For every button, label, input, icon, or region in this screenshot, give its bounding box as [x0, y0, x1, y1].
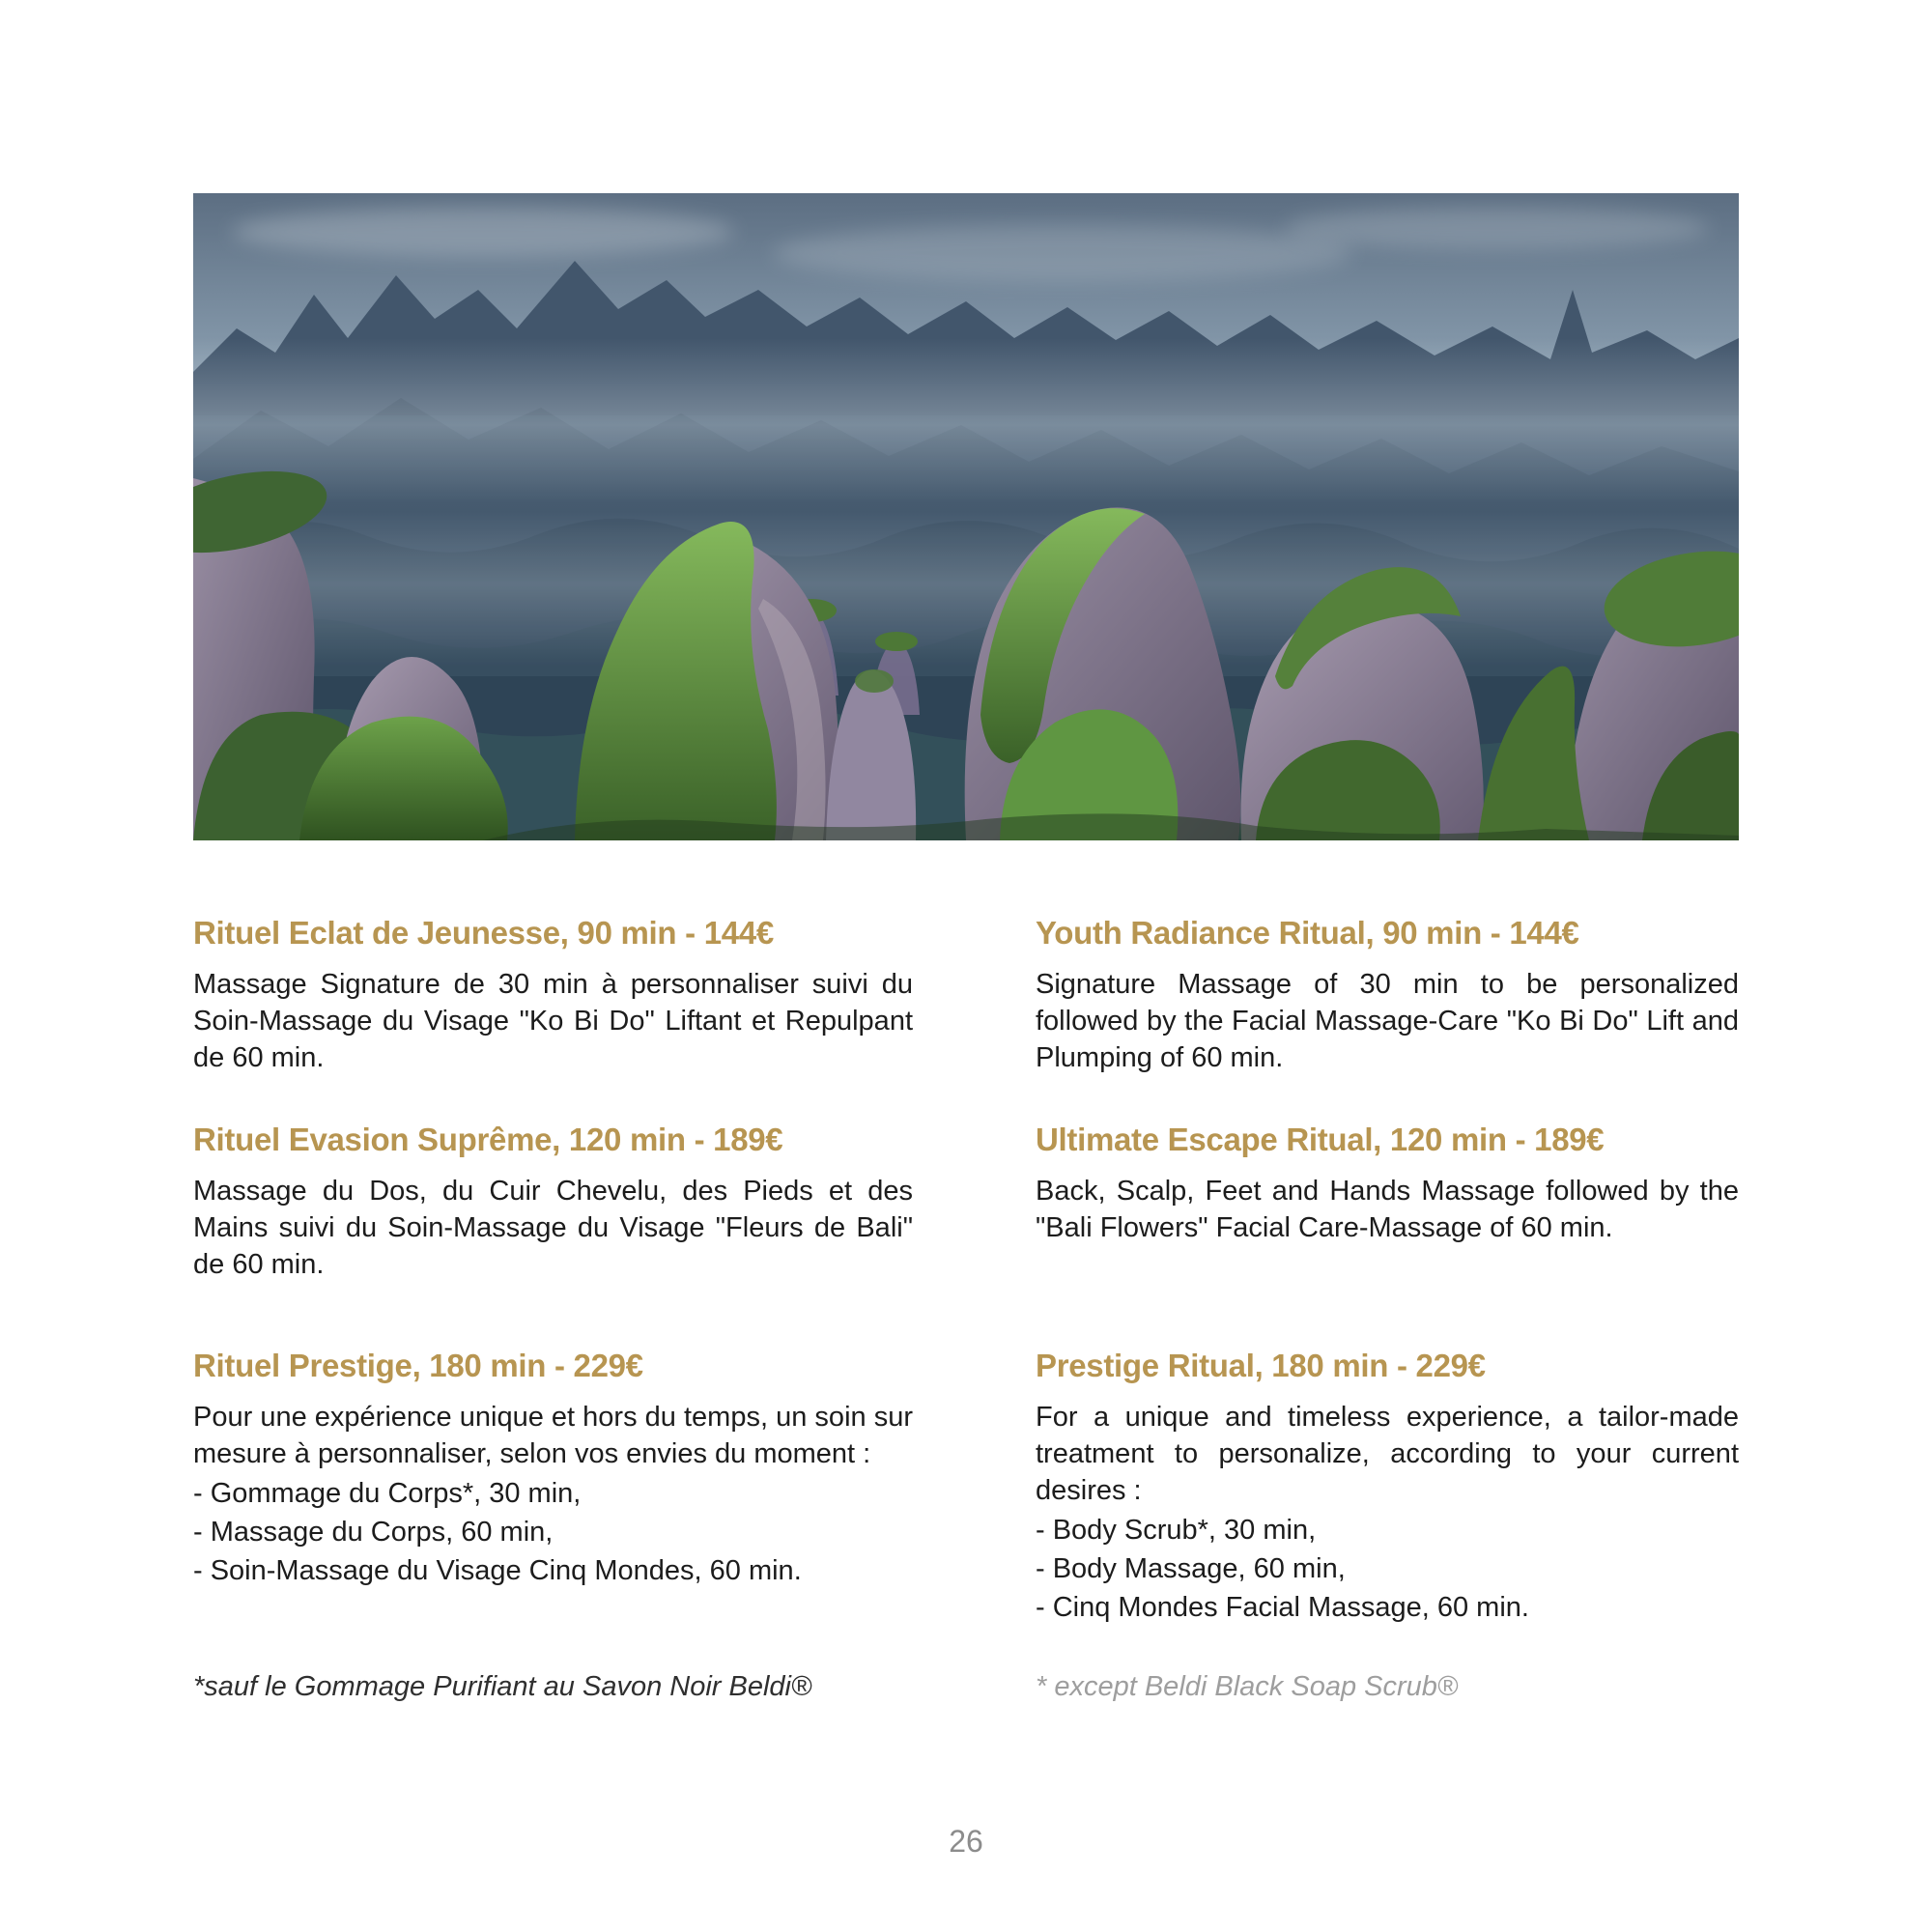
ritual-section-ultimate-escape — [193, 1121, 1739, 1283]
mountain-landscape-photo — [193, 193, 1739, 840]
ritual-option: - Cinq Mondes Facial Massage, 60 min. — [1036, 1592, 1529, 1623]
ritual-title-fr: Rituel Prestige, 180 min - 229€ — [193, 1348, 643, 1383]
ritual-description-en: Signature Massage of 30 min to be personalized followed by the Facial Massage-Care "Ko Bi Do" Lift and Plumping of 60 min. — [1036, 969, 1739, 1073]
ritual-option: - Body Massage, 60 min, — [1036, 1553, 1346, 1584]
ritual-title-en: Ultimate Escape Ritual, 120 min - 189€ — [1036, 1122, 1605, 1157]
ritual-description-fr: Massage Signature de 30 min à personnaliser suivi du Soin-Massage du Visage "Ko Bi Do" Liftant et Repulpant de 60 min. — [193, 969, 913, 1073]
ritual-title-en: Prestige Ritual, 180 min - 229€ — [1036, 1348, 1486, 1383]
ritual-description-en: For a unique and timeless experience, a tailor-made treatment to personalize, according to your current desires : — [1036, 1402, 1739, 1506]
ritual-section-youth-radiance — [193, 914, 1739, 1076]
ritual-title-en: Youth Radiance Ritual, 90 min - 144€ — [1036, 915, 1579, 951]
ritual-option: - Massage du Corps, 60 min, — [193, 1517, 554, 1548]
footnote-row — [193, 1669, 1739, 1704]
ritual-option: - Body Scrub*, 30 min, — [1036, 1515, 1317, 1546]
ritual-description-fr: Massage du Dos, du Cuir Chevelu, des Pieds et des Mains suivi du Soin-Massage du Visage "Fleurs de Bali" de 60 min. — [193, 1176, 913, 1280]
ritual-fr-eclat-de-jeunesse — [193, 914, 913, 1076]
ritual-fr-evasion-supreme — [193, 1121, 913, 1283]
ritual-en-youth-radiance — [1036, 914, 1739, 1076]
ritual-description-en: Back, Scalp, Feet and Hands Massage followed by the "Bali Flowers" Facial Care-Massage of 60 min. — [1036, 1176, 1739, 1243]
ritual-en-ultimate-escape — [1036, 1121, 1739, 1283]
page-number: 26 — [949, 1824, 983, 1859]
ritual-options-en — [1036, 1511, 1739, 1627]
ritual-title-fr: Rituel Eclat de Jeunesse, 90 min - 144€ — [193, 915, 774, 951]
footnote-en: * except Beldi Black Soap Scrub® — [1036, 1671, 1459, 1702]
ritual-section-prestige — [193, 1347, 1739, 1627]
ritual-option: - Gommage du Corps*, 30 min, — [193, 1478, 582, 1509]
ritual-fr-prestige — [193, 1347, 913, 1627]
ritual-title-fr: Rituel Evasion Suprême, 120 min - 189€ — [193, 1122, 783, 1157]
mountain-landscape-illustration — [193, 193, 1739, 840]
ritual-options-fr — [193, 1474, 913, 1590]
ritual-option: - Soin-Massage du Visage Cinq Mondes, 60 min. — [193, 1555, 802, 1586]
ritual-description-fr: Pour une expérience unique et hors du temps, un soin sur mesure à personnaliser, selon vos envies du moment : — [193, 1402, 913, 1469]
ritual-en-prestige — [1036, 1347, 1739, 1627]
footnote-fr: *sauf le Gommage Purifiant au Savon Noir Beldi® — [193, 1671, 812, 1702]
